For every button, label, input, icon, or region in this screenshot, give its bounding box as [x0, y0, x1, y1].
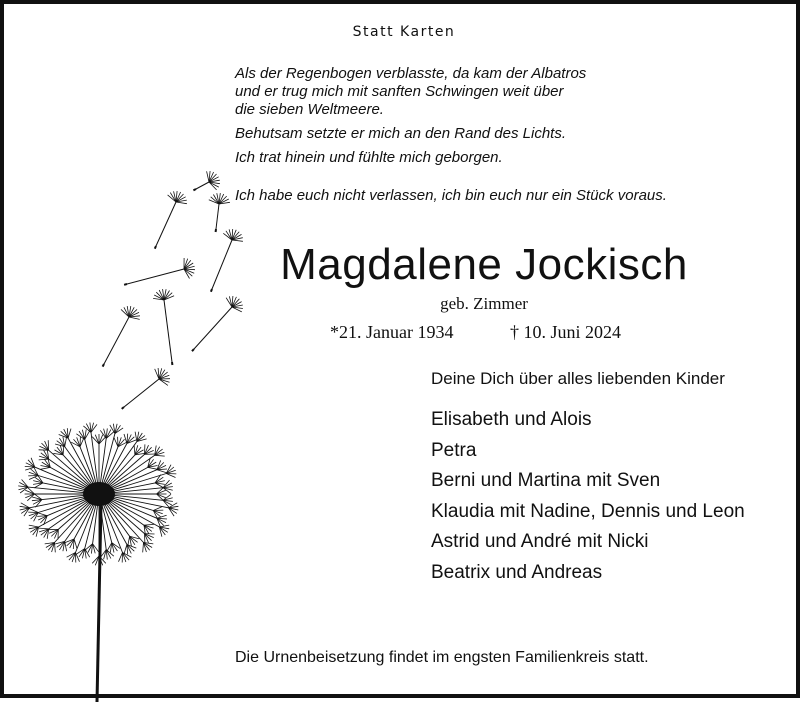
footer-note: Die Urnenbeisetzung findet im engsten Familienkreis statt. — [235, 649, 755, 667]
list-item: Petra — [431, 436, 791, 467]
dandelion-head — [18, 423, 178, 567]
mourners-intro: Deine Dich über alles liebenden Kinder — [431, 369, 791, 389]
poem-line: Als der Regenbogen verblasste, da kam der Albatros — [235, 65, 755, 83]
death-date: † 10. Juni 2024 — [510, 322, 621, 343]
list-item: Berni und Martina mit Sven — [431, 466, 791, 497]
flying-seeds — [103, 171, 243, 409]
birth-date: *21. Januar 1934 — [330, 322, 453, 342]
poem-stanza-2: Behutsam setzte er mich an den Rand des Lichts. — [235, 125, 755, 143]
header-title: Statt Karten — [304, 24, 504, 40]
deceased-name: Magdalene Jockisch — [234, 240, 734, 290]
list-item: Elisabeth und Alois — [431, 405, 791, 436]
list-item: Astrid und André mit Nicki — [431, 527, 791, 558]
poem — [235, 65, 755, 205]
list-item: Klaudia mit Nadine, Dennis und Leon — [431, 497, 791, 528]
poem-stanza-1 — [235, 65, 755, 119]
list-item: Beatrix und Andreas — [431, 558, 791, 589]
poem-stanza-4: Ich habe euch nicht verlassen, ich bin euch nur ein Stück voraus. — [235, 187, 755, 205]
life-dates — [330, 322, 650, 343]
children-list — [431, 405, 791, 588]
maiden-name: geb. Zimmer — [384, 294, 584, 314]
poem-line: die sieben Weltmeere. — [235, 101, 755, 119]
dandelion-stem — [97, 504, 101, 702]
poem-line: und er trug mich mit sanften Schwingen weit über — [235, 83, 755, 101]
poem-stanza-3: Ich trat hinein und fühlte mich geborgen. — [235, 149, 755, 167]
